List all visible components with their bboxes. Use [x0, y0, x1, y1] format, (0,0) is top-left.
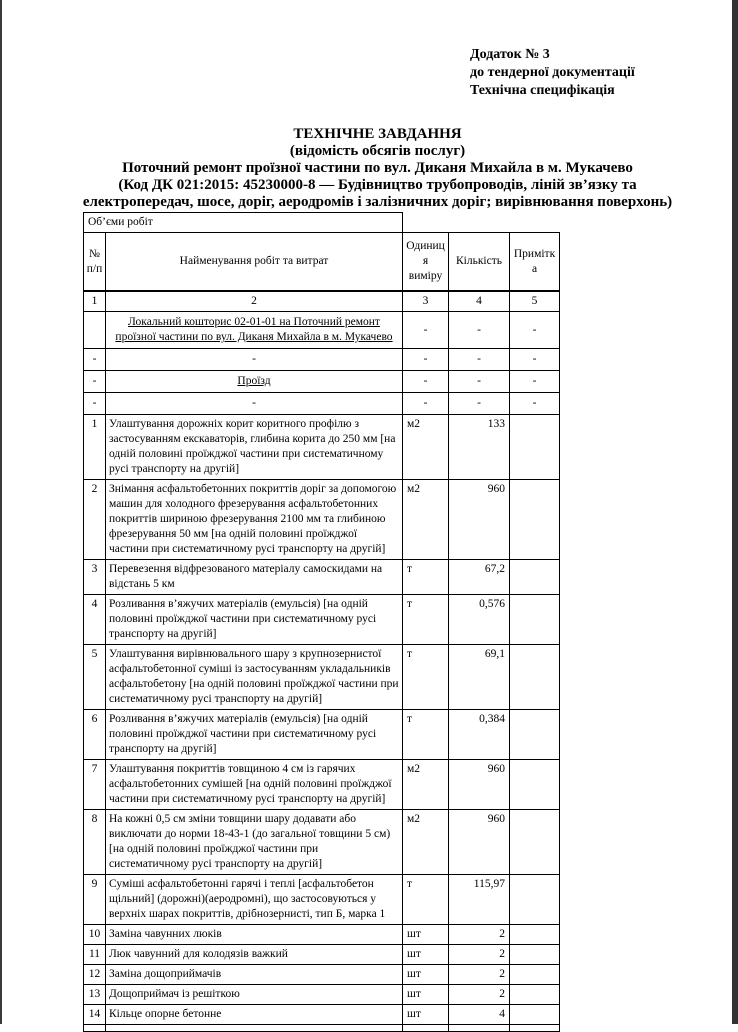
- row-num-cell: 10: [84, 925, 106, 945]
- row-name-cell: Заміна чавунних люків: [106, 925, 403, 945]
- row-num-cell: 3: [84, 560, 106, 595]
- table-row: [84, 312, 560, 349]
- row-note-cell: -: [510, 393, 560, 415]
- row-note-cell: [510, 875, 560, 925]
- title-line-2: (відомість обсягів послуг): [289, 143, 466, 159]
- row-name-cell: Суміші асфальтобетонні гарячі і теплі [асфальтобетон щільний] (дорожні)(аеродромні), що застосовуються у верхніх шарах покриттів, дрібнозернисті, тип Б, марка 1: [106, 875, 403, 925]
- row-note-cell: [510, 480, 560, 560]
- column-number: 2: [106, 291, 403, 312]
- title-line-4: (Код ДК 021:2015: 45230000-8 — Будівництво трубопроводів, ліній зв’язку та електропередач, шосе, доріг, аеродромів і залізничних доріг; вирівнювання поверхонь): [82, 177, 673, 210]
- row-num-cell: 11: [84, 945, 106, 965]
- row-note-cell: -: [510, 312, 560, 349]
- row-unit-cell: т: [403, 645, 449, 710]
- column-number: 3: [403, 291, 449, 312]
- row-name-cell: Локальний кошторис 02-01-01 на Поточний ремонт проїзної частини по вул. Диканя Михайла в м. Мукачево: [106, 312, 403, 349]
- row-qty-cell: -: [449, 393, 510, 415]
- row-note-cell: [510, 1025, 560, 1032]
- row-qty-cell: 4: [449, 1005, 510, 1025]
- column-header-num: № п/п: [84, 233, 106, 292]
- row-qty-cell: 0,384: [449, 710, 510, 760]
- row-qty-cell: 2: [449, 925, 510, 945]
- table-row: [84, 925, 560, 945]
- table-row: [84, 985, 560, 1005]
- column-header-note: Примітка: [510, 233, 560, 292]
- row-unit-cell: м2: [403, 480, 449, 560]
- row-qty-cell: 115,97: [449, 875, 510, 925]
- row-name-cell: Проїзд: [106, 371, 403, 393]
- table-row: [84, 810, 560, 875]
- row-num-cell: 9: [84, 875, 106, 925]
- row-unit-cell: -: [403, 312, 449, 349]
- row-qty-cell: 960: [449, 760, 510, 810]
- table-row: [84, 480, 560, 560]
- column-header-unit: Одиниця виміру: [403, 233, 449, 292]
- row-name-cell: Розливання в’яжучих матеріалів (емульсія) [на одній половині проїжджої частини при систематичному русі транспорту на другій]: [106, 595, 403, 645]
- row-qty-cell: 0,576: [449, 595, 510, 645]
- row-name-cell: Люк чавунний для колодязів важкий: [106, 945, 403, 965]
- row-num-cell: 12: [84, 965, 106, 985]
- row-num-cell: 4: [84, 595, 106, 645]
- caption-spacer: [403, 213, 560, 233]
- row-unit-cell: -: [403, 349, 449, 371]
- row-note-cell: [510, 760, 560, 810]
- row-note-cell: [510, 1005, 560, 1025]
- row-note-cell: [510, 415, 560, 480]
- column-number: 4: [449, 291, 510, 312]
- corner-note-line: Додаток № 3: [470, 47, 550, 62]
- row-unit-cell: шт: [403, 985, 449, 1005]
- table-row: [84, 415, 560, 480]
- row-name-cell: Улаштування покриттів товщиною 4 см із гарячих асфальтобетонних сумішей [на одній половині проїжджої частини при систематичному русі транспорту на другій]: [106, 760, 403, 810]
- row-note-cell: -: [510, 371, 560, 393]
- row-name-cell: На кожні 0,5 см зміни товщини шару додавати або виключати до норми 18-43-1 (до загальної товщини 5 см) [на одній половині проїжджої частини при систематичному русі транспорту на другій]: [106, 810, 403, 875]
- row-unit-cell: т: [403, 875, 449, 925]
- column-header-name: Найменування робіт та витрат: [106, 233, 403, 292]
- row-name-cell: Дощоприймач із решіткою: [106, 985, 403, 1005]
- row-name-cell: -: [106, 393, 403, 415]
- row-qty-cell: 67,2: [449, 560, 510, 595]
- table-row: [84, 560, 560, 595]
- row-num-cell: -: [84, 371, 106, 393]
- row-num-cell: 1: [84, 415, 106, 480]
- row-note-cell: [510, 985, 560, 1005]
- table-row: [84, 1005, 560, 1025]
- row-note-cell: [510, 810, 560, 875]
- row-num-cell: 6: [84, 710, 106, 760]
- corner-note-line: Технічна специфікація: [470, 83, 615, 98]
- corner-note-line: до тендерної документації: [470, 65, 635, 80]
- table-row: [84, 393, 560, 415]
- column-number: 5: [510, 291, 560, 312]
- table-row: [84, 965, 560, 985]
- row-unit-cell: м2: [403, 810, 449, 875]
- column-numbers-row: [84, 291, 560, 312]
- corner-note: [470, 46, 675, 100]
- row-unit-cell: шт: [403, 925, 449, 945]
- row-num-cell: 5: [84, 645, 106, 710]
- row-qty-cell: 960: [449, 810, 510, 875]
- row-unit-cell: шт: [403, 965, 449, 985]
- row-num-cell: -: [84, 393, 106, 415]
- row-qty-cell: 2: [449, 945, 510, 965]
- row-note-cell: [510, 645, 560, 710]
- row-num-cell: [84, 1025, 106, 1032]
- viewer-edge-left: [0, 0, 2, 1024]
- row-qty-cell: 960: [449, 480, 510, 560]
- row-name-cell: Знімання асфальтобетонних покриттів доріг за допомогою машин для холодного фрезерування асфальтобетонних покриттів шириною фрезерування 2100 мм та глибиною фрезерування 50 мм [на одній половині проїжджої частини при систематичному русі транспорту на другій]: [106, 480, 403, 560]
- table-row: [84, 349, 560, 371]
- row-qty-cell: -: [449, 371, 510, 393]
- row-name-cell: Заміна дощоприймачів: [106, 965, 403, 985]
- works-volume-table: [83, 212, 560, 1032]
- row-unit-cell: т: [403, 560, 449, 595]
- row-name-cell: Розливання в’яжучих матеріалів (емульсія) [на одній половині проїжджої частини при систематичному русі транспорту на другій]: [106, 710, 403, 760]
- row-unit-cell: т: [403, 595, 449, 645]
- row-num-cell: 2: [84, 480, 106, 560]
- row-note-cell: [510, 560, 560, 595]
- table-row: [84, 710, 560, 760]
- row-qty-cell: 2: [449, 965, 510, 985]
- row-qty-cell: -: [449, 349, 510, 371]
- row-unit-cell: [403, 1025, 449, 1032]
- table-caption-row: [84, 213, 560, 233]
- row-name-cell: [106, 1025, 403, 1032]
- row-note-cell: [510, 965, 560, 985]
- row-unit-cell: т: [403, 710, 449, 760]
- title-line-3: Поточний ремонт проїзної частини по вул. Диканя Михайла в м. Мукачево: [122, 160, 633, 176]
- row-qty-cell: 69,1: [449, 645, 510, 710]
- row-note-cell: [510, 945, 560, 965]
- table-row: [84, 945, 560, 965]
- row-qty-cell: 2: [449, 985, 510, 1005]
- row-unit-cell: шт: [403, 1005, 449, 1025]
- column-header-qty: Кількість: [449, 233, 510, 292]
- row-unit-cell: -: [403, 393, 449, 415]
- table-row: [84, 645, 560, 710]
- row-unit-cell: шт: [403, 945, 449, 965]
- row-name-cell: Перевезення відфрезованого матеріалу самоскидами на відстань 5 км: [106, 560, 403, 595]
- row-note-cell: [510, 925, 560, 945]
- row-note-cell: [510, 710, 560, 760]
- row-num-cell: 14: [84, 1005, 106, 1025]
- table-row: [84, 371, 560, 393]
- table-row: [84, 595, 560, 645]
- row-note-cell: [510, 595, 560, 645]
- column-number: 1: [84, 291, 106, 312]
- row-name-cell: Кільце опорне бетонне: [106, 1005, 403, 1025]
- row-num-cell: -: [84, 349, 106, 371]
- row-note-cell: -: [510, 349, 560, 371]
- row-qty-cell: 133: [449, 415, 510, 480]
- row-unit-cell: м2: [403, 760, 449, 810]
- row-qty-cell: -: [449, 312, 510, 349]
- row-num-cell: [84, 312, 106, 349]
- row-unit-cell: м2: [403, 415, 449, 480]
- table-row: [84, 875, 560, 925]
- title-line-1: ТЕХНІЧНЕ ЗАВДАННЯ: [293, 126, 462, 142]
- document-title: [80, 126, 675, 211]
- row-num-cell: 13: [84, 985, 106, 1005]
- viewer-edge-right: [732, 0, 738, 1024]
- table-header-row: [84, 233, 560, 292]
- row-qty-cell: [449, 1025, 510, 1032]
- partial-row: [84, 1025, 560, 1032]
- row-unit-cell: -: [403, 371, 449, 393]
- row-name-cell: Улаштування дорожніх корит коритного профілю з застосуванням екскаваторів, глибина корита до 250 мм [на одній половині проїжджої частини при систематичному русі транспорту на другій]: [106, 415, 403, 480]
- row-name-cell: -: [106, 349, 403, 371]
- table-caption: Об’єми робіт: [84, 213, 403, 233]
- table-row: [84, 760, 560, 810]
- row-num-cell: 7: [84, 760, 106, 810]
- row-num-cell: 8: [84, 810, 106, 875]
- row-name-cell: Улаштування вирівнювального шару з крупнозернистої асфальтобетонної суміші із застосуванням укладальників асфальтобетону [на одній половині проїжджої частини при систематичному русі транспорту на другій]: [106, 645, 403, 710]
